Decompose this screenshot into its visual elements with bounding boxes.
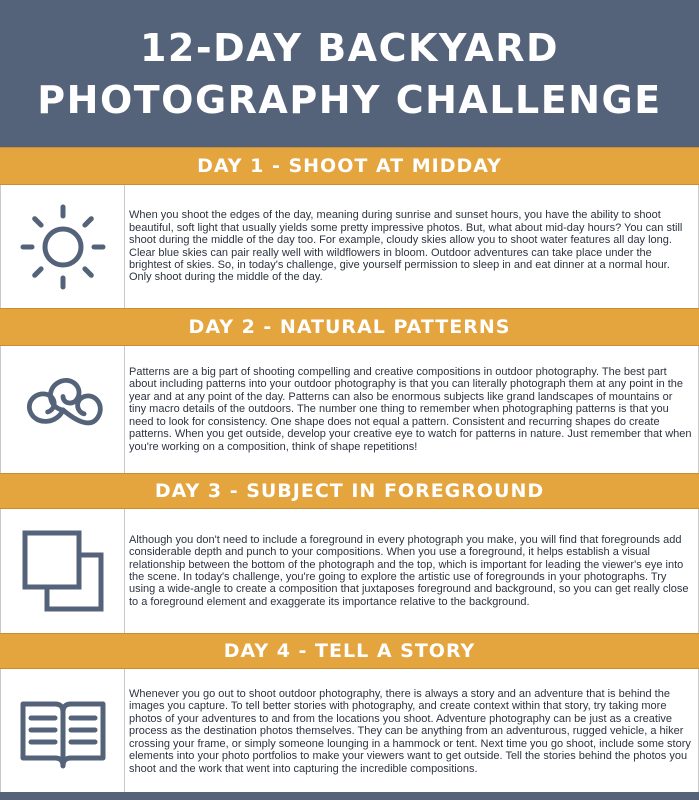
day-3-section [0,509,699,633]
day-4-text-cell [125,669,698,794]
day-2-description: Patterns are a big part of shooting compelling and creative compositions in outdoor photography. The best part about including patterns into your outdoor photography is that you can literally photograph them at any point in the year and at any point of the day. Patterns can also be enormous subjects like grand landscapes of mountains or tiny macro details of the outdoors. The number one thing to remember when photographing patterns is that you need to look for consistency. One shape does not equal a pattern. Consistent and recurring shapes do create patterns. When you get outside, develop your creative eye to watch for patterns in nature. Just remember that when you're working on a composition, think of shape repetitions! [129,366,692,453]
page-header [0,0,699,147]
day-3-text-cell [125,509,698,633]
day-2-section [0,346,699,473]
day-2-banner [0,308,699,346]
day-1-icon-cell [1,185,125,308]
day-3-title: DAY 3 - SUBJECT IN FOREGROUND [154,480,545,502]
open-book-icon [15,692,111,772]
day-4-banner [0,633,699,669]
sun-icon [17,201,109,293]
day-2-text-cell [125,346,698,473]
footer-bar [0,792,699,800]
page-title-line-2: PHOTOGRAPHY CHALLENGE [37,77,662,122]
day-1-section [0,185,699,308]
overlapping-squares-icon [21,529,105,613]
day-4-section [0,669,699,794]
day-1-text-cell [125,185,698,308]
day-1-title: DAY 1 - SHOOT AT MIDDAY [197,155,502,177]
day-2-icon-cell [1,346,125,473]
day-4-title: DAY 4 - TELL A STORY [223,640,476,662]
day-1-banner [0,147,699,185]
day-3-description: Although you don't need to include a foreground in every photograph you make, you will find that foregrounds add considerable depth and punch to your compositions. When you use a foreground, it helps establish a visual relationship between the bottom of the photograph and the top, which is important for leading the viewer's eye into the scene. In today's challenge, you're going to explore the artistic use of foregrounds in your photographs. Try using a wide-angle to create a composition that juxtaposes foreground and background, so you can get really close to a foreground element and exaggerate its importance relative to the background. [129,533,689,608]
day-3-banner [0,473,699,509]
page-title-line-1: 12-DAY BACKYARD [139,25,559,70]
day-4-icon-cell [1,669,125,794]
day-3-icon-cell [1,509,125,633]
triskelion-icon [15,362,111,458]
day-4-description: Whenever you go out to shoot outdoor photography, there is always a story and an adventure that is behind the images you capture. To tell better stories with photography, and create context within that story, try taking more photos of your adventures to and from the locations you shoot. Adventure photography can be just as a creative process as the destination photos themselves. They can be anything from an adventurous, rugged vehicle, a hiker crossing your frame, or simply someone lounging in a hammock or tent. Next time you go shoot, include some story elements into your photo portfolios to make your viewers want to get outside. Tell the stories behind the photos you shoot and the work that went into capturing the incredible compositions. [129,688,691,775]
day-2-title: DAY 2 - NATURAL PATTERNS [188,316,511,338]
day-1-description: When you shoot the edges of the day, meaning during sunrise and sunset hours, you have the ability to shoot beautiful, soft light that usually yields some pretty impressive photos. But, what about mid-day hours? You can still shoot during the middle of the day too. For example, cloudy skies allow you to shoot water features all day long. Clear blue skies can pair really well with wildflowers in bloom. Outdoor adventures can take place under the brightest of skies. So, in today's challenge, give yourself permission to sleep in and eat dinner at a normal hour. Only shoot during the middle of the day. [129,209,683,284]
